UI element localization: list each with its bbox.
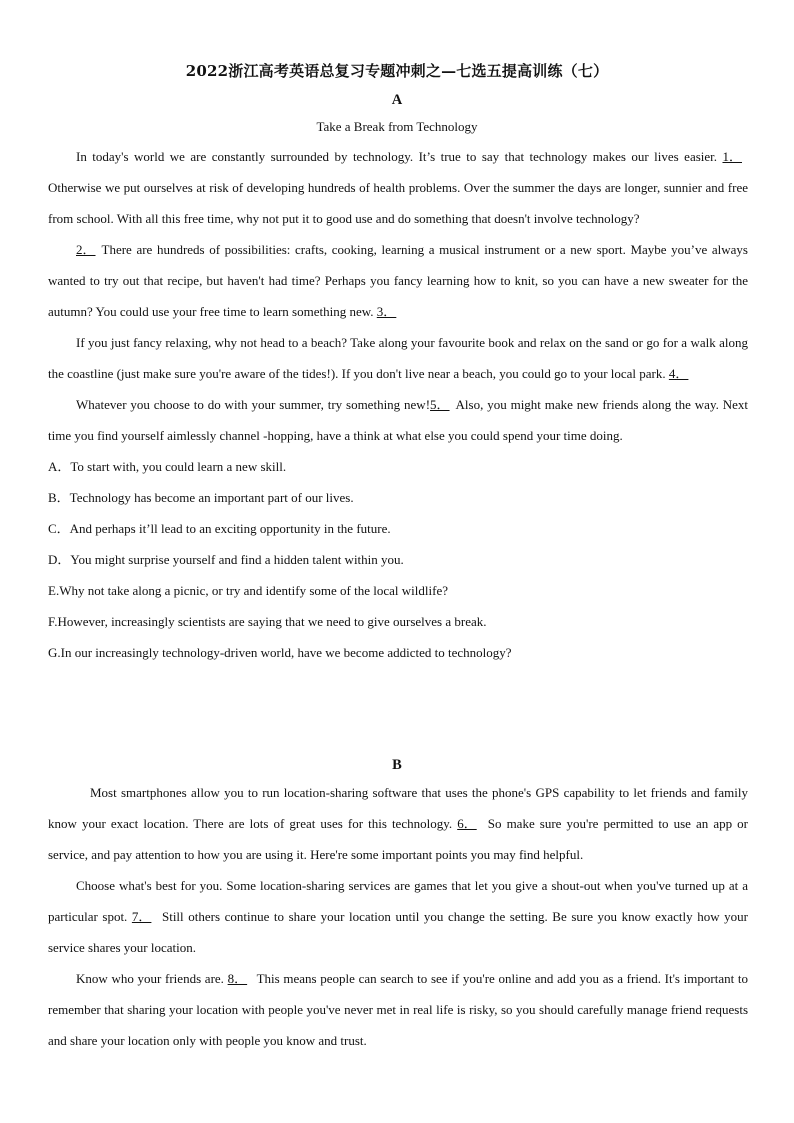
blank-7: 7． [131, 909, 152, 924]
option-e: E.Why not take along a picnic, or try and identify some of the local wildlife? [48, 583, 448, 598]
passage-a-paragraph-3: If you just fancy relaxing, why not head to a beach? Take along your favourite book and relax on the sand or go for a walk along the coastline (just make sure you're aware of the tides!). If you don't live near a beach, you could go to your local park. 4． [48, 327, 748, 389]
passage-a-paragraph-4: Whatever you choose to do with your summer, try something new!5． Also, you might make new friends along the way. Next time you find yourself aimlessly channel -hopping, have a think at what else you could spend your time doing. [48, 389, 748, 451]
document-title: 2022浙江高考英语总复习专题冲刺之—七选五提高训练（七） [185, 62, 609, 80]
section-b-label: B [392, 757, 402, 773]
passage-a-title: Take a Break from Technology [316, 119, 478, 134]
option-c: C．And perhaps it’ll lead to an exciting opportunity in the future. [48, 521, 391, 536]
blank-8: 8． [227, 971, 248, 986]
option-d: D．You might surprise yourself and find a hidden talent within you. [48, 552, 404, 567]
section-a-label: A [391, 92, 403, 108]
blank-6: 6． [457, 816, 477, 831]
option-a: A．To start with, you could learn a new skill. [48, 459, 287, 474]
option-g: G.In our increasingly technology-driven world, have we become addicted to technology? [48, 645, 512, 660]
passage-b [48, 777, 748, 1056]
blank-1: 1． [722, 149, 742, 164]
passage-a-paragraph-2: 2． There are hundreds of possibilities: crafts, cooking, learning a musical instrument or a new sport. Maybe you’ve always wanted to try out that recipe, but haven't had time? Perhaps you fancy learning how to knit, so you can have a new sweater for the autumn? You could use your free time to learn something new. 3． [48, 234, 748, 327]
passage-b-paragraph-1: Most smartphones allow you to run location-sharing software that uses the phone's GPS capability to let friends and family know your exact location. There are lots of great uses for this technology. 6． So make sure you're permitted to use an app or service, and pay attention to how you are using it. Here're some important points you may find helpful. [48, 785, 748, 862]
passage-b-paragraph-2: Choose what's best for you. Some location-sharing services are games that let you give a shout-out when you've turned up at a particular spot. 7． Still others continue to share your location until you change the setting. Be sure you know exactly how your service shares your location. [48, 878, 748, 955]
blank-5: 5． [430, 397, 450, 412]
option-b: B．Technology has become an important part of our lives. [48, 490, 354, 505]
passage-a [48, 141, 748, 668]
blank-4: 4． [668, 366, 689, 381]
blank-3: 3． [376, 304, 397, 319]
option-f: F.However, increasingly scientists are saying that we need to give ourselves a break. [48, 614, 487, 629]
passage-a-paragraph-1: In today's world we are constantly surrounded by technology. It’s true to say that technology makes our lives easier. 1．Otherwise we put ourselves at risk of developing hundreds of health problems. Over the summer the days are longer, sunnier and free from school. With all this free time, why not put it to good use and do something that doesn't involve technology? [48, 141, 748, 234]
blank-2: 2． [76, 242, 96, 257]
passage-b-paragraph-3: Know who your friends are. 8． This means people can search to see if you're online and add you as a friend. It's important to remember that sharing your location with people you've never met in real life is risky, so you should carefully manage friend requests and share your location only with people you know and trust. [48, 963, 748, 1056]
